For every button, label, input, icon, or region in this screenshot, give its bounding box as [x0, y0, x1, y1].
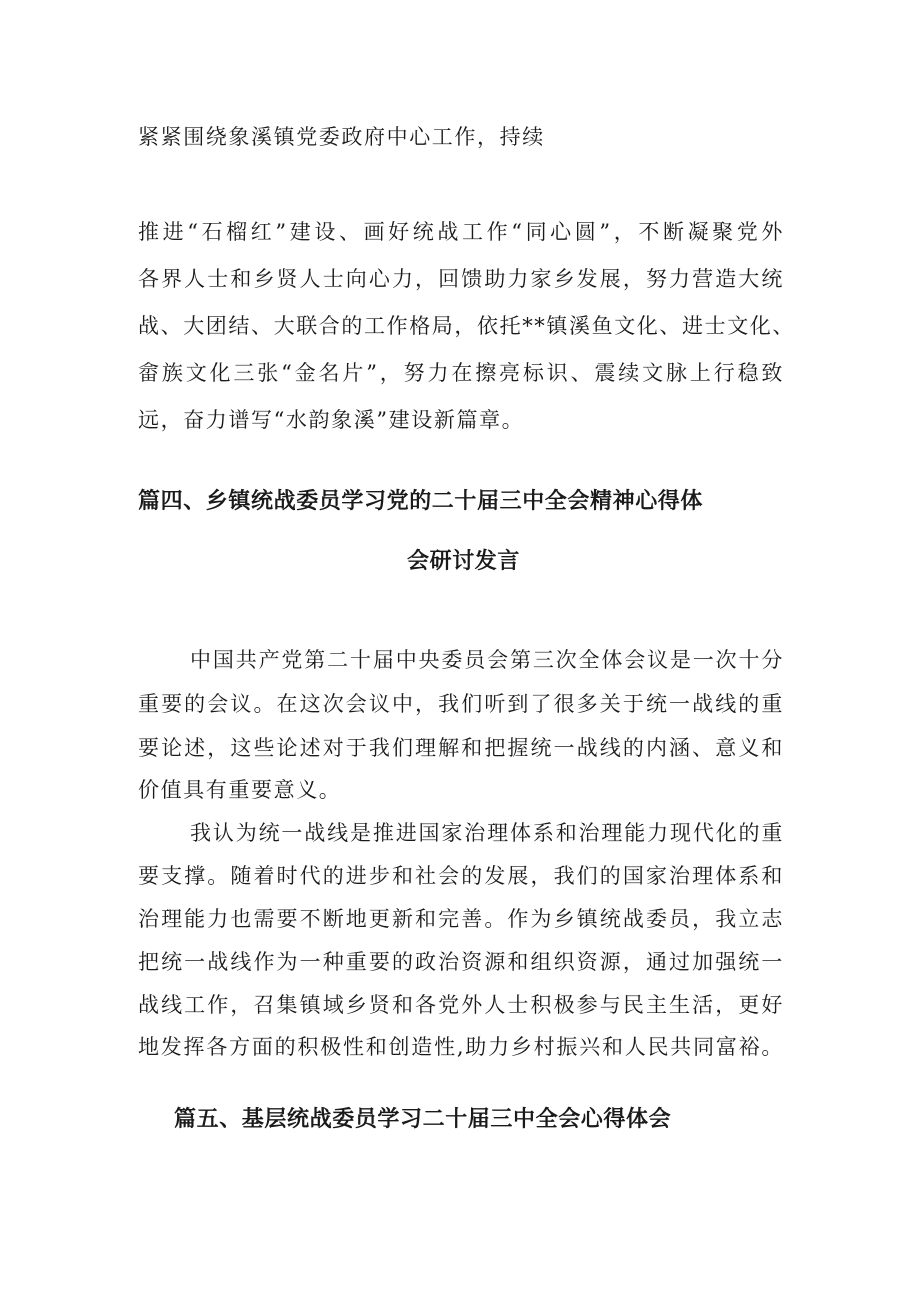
intro-line-6: 远，奋力谱写“水韵象溪”建设新篇章。 [138, 408, 525, 432]
section4-title-line-2: 会研讨发言 [407, 549, 521, 574]
section4-p1-line-4: 价值具有重要意义。 [138, 778, 342, 802]
section4-p2-line-4: 把统一战线作为一种重要的政治资源和组织资源，通过加强统一 [138, 950, 784, 974]
intro-line-1: 紧紧围绕象溪镇党委政府中心工作，持续 [138, 125, 545, 149]
intro-line-2: 推进“石榴红”建设、画好统战工作“同心圆”，不断凝聚党外 [138, 220, 784, 244]
section5-title: 篇五、基层统战委员学习二十届三中全会心得体会 [174, 1107, 672, 1132]
section4-p1-line-2: 重要的会议。在这次会议中，我们听到了很多关于统一战线的重 [138, 692, 784, 716]
section4-p2-line-2: 要支撑。随着时代的进步和社会的发展，我们的国家治理体系和 [138, 864, 784, 888]
section4-p2-line-1: 我认为统一战线是推进国家治理体系和治理能力现代化的重 [190, 821, 784, 845]
intro-line-5: 畲族文化三张“金名片”，努力在擦亮标识、震续文脉上行稳致 [138, 361, 784, 385]
section4-p1-line-1: 中国共产党第二十届中央委员会第三次全体会议是一次十分 [190, 648, 784, 672]
section4-title-line-1: 篇四、乡镇统战委员学习党的二十届三中全会精神心得体 [138, 489, 704, 514]
section4-p2-line-5: 战线工作，召集镇域乡贤和各党外人士积极参与民主生活，更好 [138, 993, 784, 1017]
section4-p2-line-3: 治理能力也需要不断地更新和完善。作为乡镇统战委员，我立志 [138, 907, 784, 931]
intro-line-3: 各界人士和乡贤人士向心力，回馈助力家乡发展，努力营造大统 [138, 267, 784, 291]
section4-p2-line-6: 地发挥各方面的积极性和创造性,助力乡村振兴和人民共同富裕。 [138, 1035, 784, 1059]
section4-p1-line-3: 要论述，这些论述对于我们理解和把握统一战线的内涵、意义和 [138, 736, 784, 760]
intro-line-4: 战、大团结、大联合的工作格局，依托**镇溪鱼文化、进士文化、 [138, 314, 795, 338]
